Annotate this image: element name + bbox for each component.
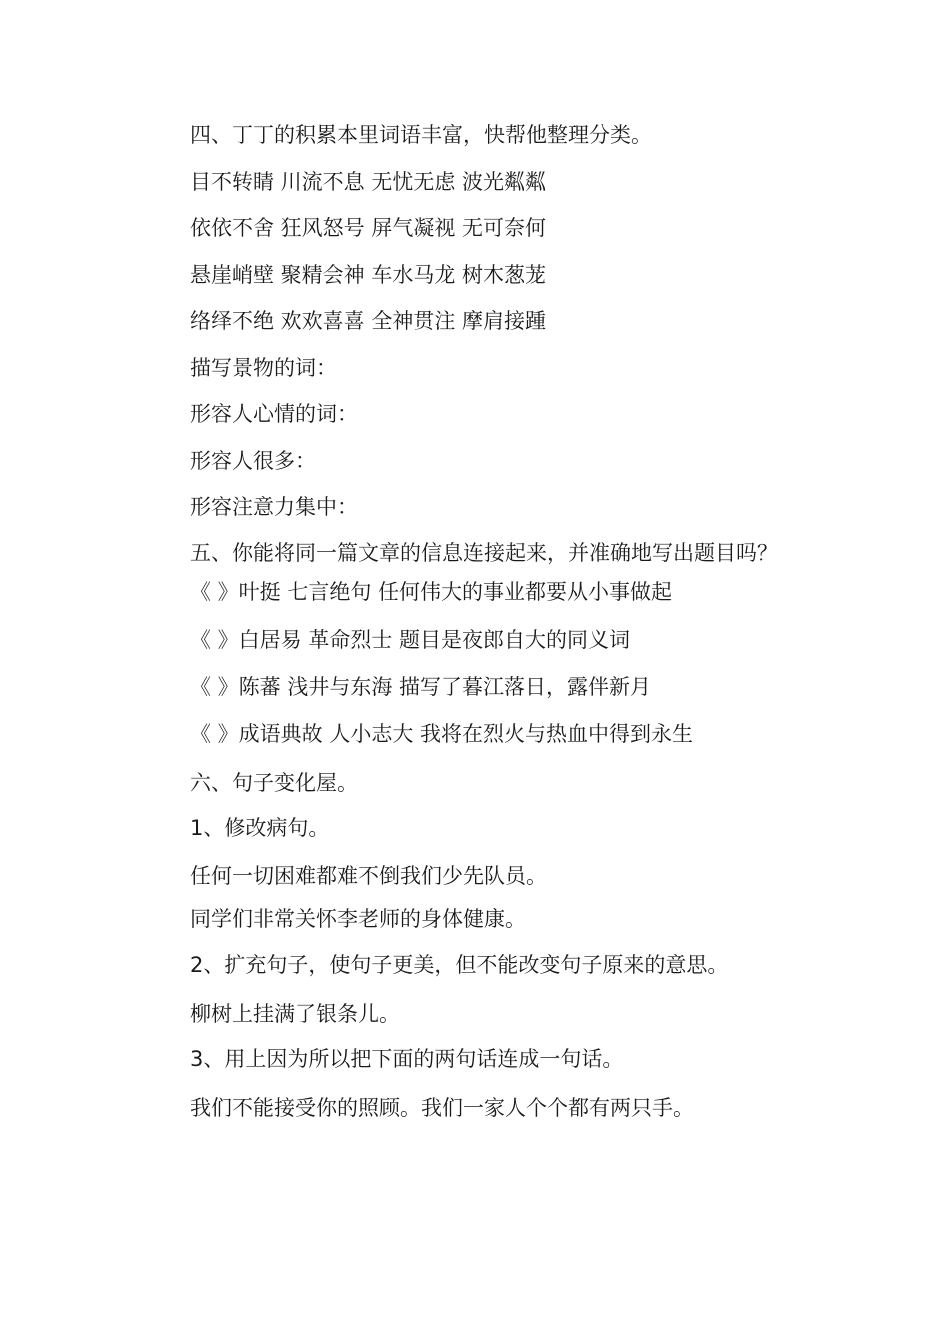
- item-1-sentence-1: 任何一切困难都难不倒我们少先队员。: [190, 864, 547, 888]
- category-crowd: 形容人很多：: [190, 449, 316, 473]
- section-5-heading: 五、你能将同一篇文章的信息连接起来，并准确地写出题目吗？: [190, 541, 778, 565]
- match-row-1: 《 》叶挺 七言绝句 任何伟大的事业都要从小事做起: [190, 580, 673, 604]
- item-2-title: 2、扩充句子，使句子更美，但不能改变句子原来的意思。: [190, 953, 729, 977]
- section-6-heading: 六、句子变化屋。: [190, 771, 358, 795]
- item-1-sentence-2: 同学们非常关怀李老师的身体健康。: [190, 907, 526, 931]
- category-focus: 形容注意力集中：: [190, 495, 358, 519]
- item-1-title: 1、修改病句。: [190, 816, 330, 840]
- section-4-heading: 四、丁丁的积累本里词语丰富，快帮他整理分类。: [190, 123, 652, 147]
- word-row-2: 依依不舍 狂风怒号 屏气凝视 无可奈何: [190, 216, 547, 240]
- match-row-4: 《 》成语典故 人小志大 我将在烈火与热血中得到永生: [190, 722, 694, 746]
- word-row-1: 目不转睛 川流不息 无忧无虑 波光粼粼: [190, 170, 547, 194]
- item-3-sentence: 我们不能接受你的照顾。我们一家人个个都有两只手。: [190, 1096, 694, 1120]
- category-mood: 形容人心情的词：: [190, 402, 358, 426]
- item-3-title: 3、用上因为所以把下面的两句话连成一句话。: [190, 1047, 624, 1071]
- word-row-3: 悬崖峭壁 聚精会神 车水马龙 树木葱茏: [190, 263, 547, 287]
- match-row-3: 《 》陈蕃 浅井与东海 描写了暮江落日，露伴新月: [190, 675, 652, 699]
- item-2-sentence: 柳树上挂满了银条儿。: [190, 1002, 400, 1026]
- category-scenery: 描写景物的词：: [190, 356, 337, 380]
- match-row-2: 《 》白居易 革命烈士 题目是夜郎自大的同义词: [190, 628, 631, 652]
- word-row-4: 络绎不绝 欢欢喜喜 全神贯注 摩肩接踵: [190, 309, 547, 333]
